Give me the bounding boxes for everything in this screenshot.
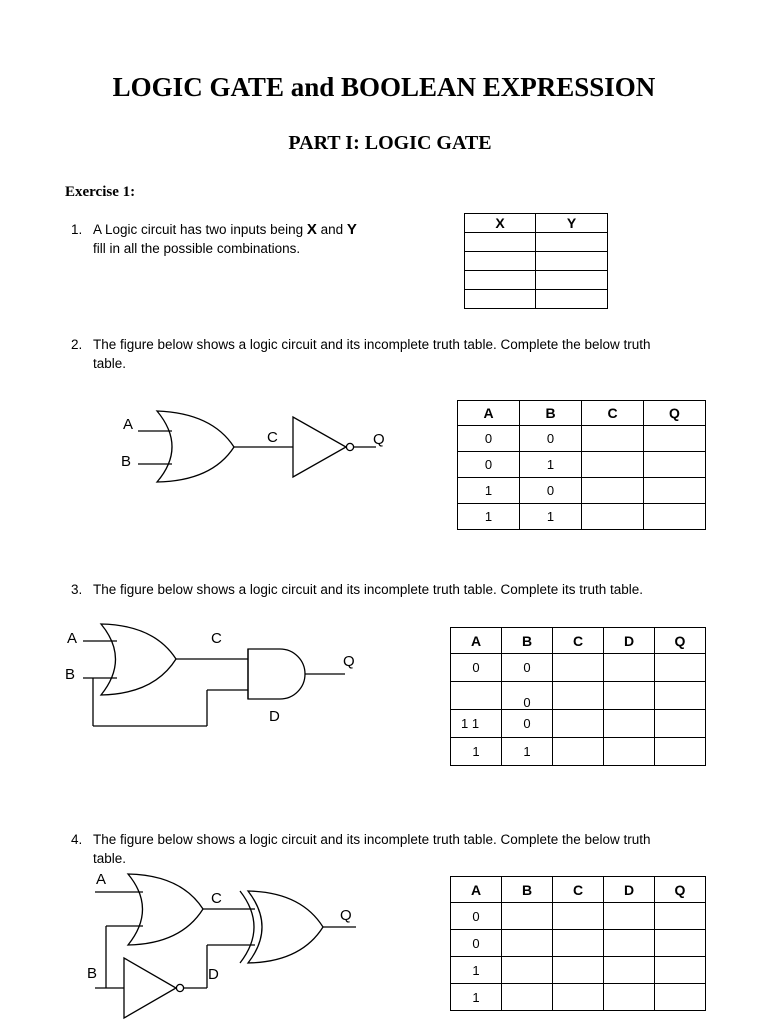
table-header: B bbox=[520, 401, 582, 426]
table-header: A bbox=[451, 877, 502, 903]
table-cell: 0 bbox=[502, 654, 553, 682]
table-cell: 0 bbox=[502, 682, 553, 710]
table-header: C bbox=[553, 628, 604, 654]
table-cell[interactable] bbox=[553, 984, 604, 1011]
table-cell: 0 bbox=[520, 478, 582, 504]
table-cell: 0 bbox=[451, 903, 502, 930]
table-cell[interactable] bbox=[604, 930, 655, 957]
truth-table-q4 bbox=[450, 876, 706, 1011]
page-title: LOGIC GATE and BOOLEAN EXPRESSION bbox=[112, 72, 656, 102]
wire-c-label: C bbox=[211, 890, 222, 907]
table-header: Q bbox=[655, 628, 706, 654]
output-q-label: Q bbox=[340, 907, 352, 924]
input-b-label: B bbox=[65, 666, 76, 683]
question-number: 2. bbox=[71, 337, 83, 352]
table-header: A bbox=[451, 628, 502, 654]
variable-y: Y bbox=[346, 221, 357, 238]
section-title: PART I: LOGIC GATE bbox=[288, 132, 492, 154]
table-cell: 0 bbox=[458, 426, 520, 452]
table-cell: 0 bbox=[502, 710, 553, 738]
wire-d-label: D bbox=[208, 966, 219, 983]
question-text: The figure below shows a logic circuit and its incomplete truth table. Complete the below truth table. bbox=[93, 337, 651, 371]
table-cell[interactable] bbox=[655, 957, 706, 984]
table-cell[interactable] bbox=[553, 903, 604, 930]
table-cell: 1 bbox=[451, 984, 502, 1011]
wire-c-label: C bbox=[267, 429, 278, 446]
table-header: D bbox=[604, 628, 655, 654]
input-a-label: A bbox=[96, 871, 107, 888]
table-header: A bbox=[458, 401, 520, 426]
question-text: A Logic circuit has two inputs being X and Y fill in all the possible combinations. bbox=[93, 221, 357, 256]
table-cell: 1 bbox=[458, 478, 520, 504]
table-cell: 0 bbox=[451, 930, 502, 957]
table-header: C bbox=[582, 401, 644, 426]
table-cell[interactable] bbox=[502, 984, 553, 1011]
table-cell[interactable] bbox=[502, 930, 553, 957]
input-a-label: A bbox=[123, 416, 134, 433]
question-text: The figure below shows a logic circuit and its incomplete truth table. Complete the below truth table. bbox=[93, 832, 651, 866]
output-q-label: Q bbox=[343, 653, 355, 670]
table-cell: 1 bbox=[520, 504, 582, 530]
question-number: 4. bbox=[71, 832, 83, 847]
table-cell[interactable] bbox=[655, 903, 706, 930]
table-cell: 1 bbox=[451, 957, 502, 984]
variable-x: X bbox=[306, 221, 317, 238]
table-cell[interactable] bbox=[655, 930, 706, 957]
table-header: C bbox=[553, 877, 604, 903]
question-number: 1. bbox=[71, 222, 83, 237]
table-cell[interactable] bbox=[502, 903, 553, 930]
table-cell: 1 bbox=[502, 738, 553, 766]
input-b-label: B bbox=[87, 965, 98, 982]
table-header: B bbox=[502, 877, 553, 903]
table-cell[interactable] bbox=[502, 957, 553, 984]
table-cell: 1 bbox=[451, 738, 502, 766]
table-header: B bbox=[502, 628, 553, 654]
input-a-label: A bbox=[67, 630, 78, 647]
table-header: Y bbox=[536, 214, 608, 233]
input-b-label: B bbox=[121, 453, 132, 470]
table-cell: 0 bbox=[520, 426, 582, 452]
table-cell[interactable] bbox=[604, 903, 655, 930]
table-cell: 1 bbox=[520, 452, 582, 478]
table-header: D bbox=[604, 877, 655, 903]
table-header: Q bbox=[644, 401, 706, 426]
question-text: The figure below shows a logic circuit and its incomplete truth table. Complete its truth table. bbox=[93, 582, 644, 597]
table-header: X bbox=[465, 214, 536, 233]
table-cell[interactable] bbox=[553, 957, 604, 984]
table-cell: 1 1 bbox=[451, 710, 502, 738]
table-cell[interactable] bbox=[604, 984, 655, 1011]
table-cell: 1 bbox=[458, 504, 520, 530]
table-header: Q bbox=[655, 877, 706, 903]
wire-c-label: C bbox=[211, 630, 222, 647]
table-cell[interactable] bbox=[655, 984, 706, 1011]
wire-d-label: D bbox=[269, 708, 280, 725]
question-number: 3. bbox=[71, 582, 83, 597]
table-cell[interactable] bbox=[553, 930, 604, 957]
table-cell[interactable] bbox=[604, 957, 655, 984]
output-q-label: Q bbox=[373, 431, 385, 448]
table-cell: 0 bbox=[451, 654, 502, 682]
table-cell: 0 bbox=[458, 452, 520, 478]
exercise-label: Exercise 1: bbox=[65, 184, 136, 200]
